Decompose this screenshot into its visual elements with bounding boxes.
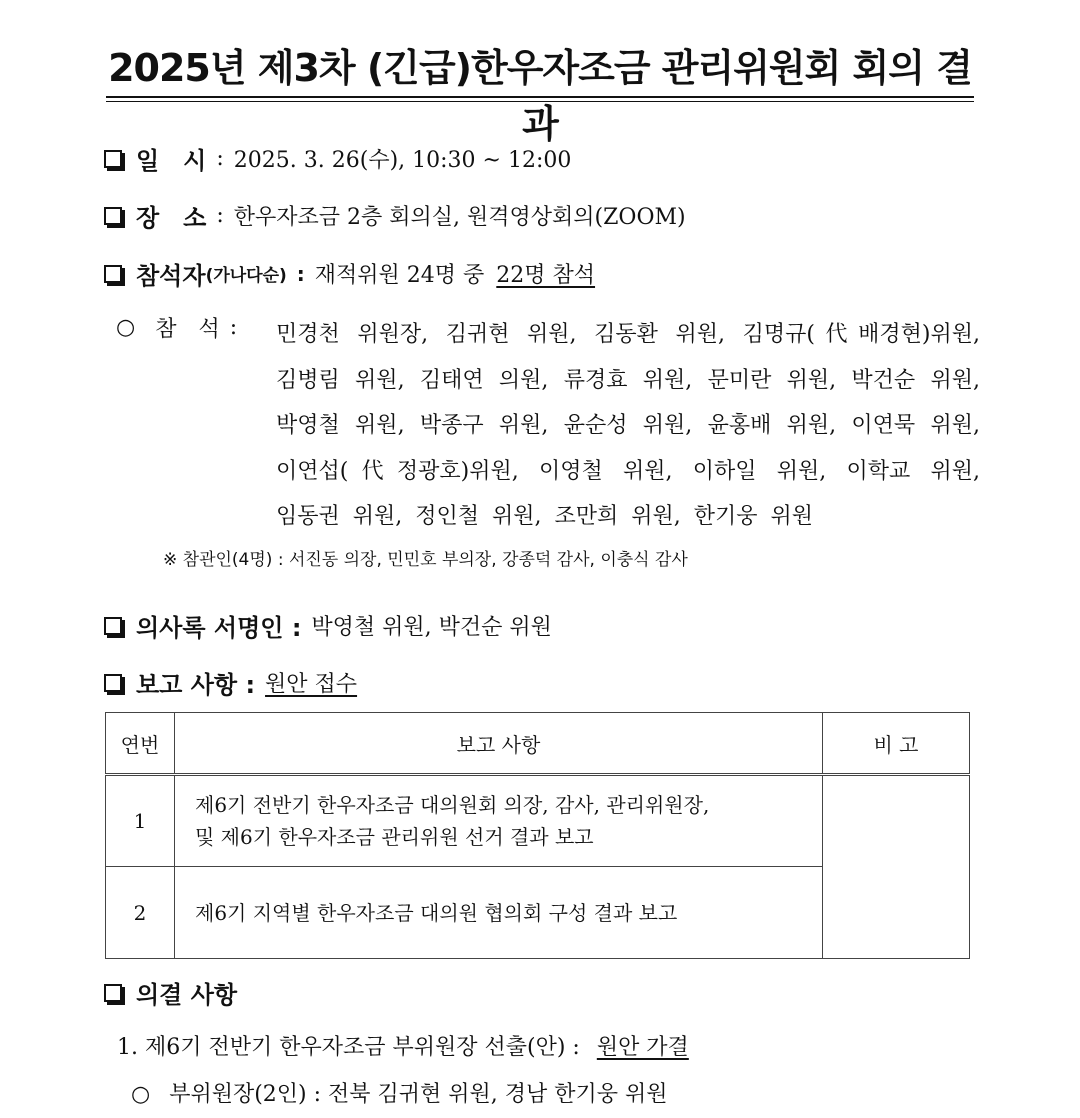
resolution-row [104,975,237,1010]
date-value: 2025. 3. 26(수), 10:30 ~ 12:00 [233,148,572,173]
row-no: 1 [106,775,175,867]
circle-bullet-icon: ○ [116,315,136,340]
attendance-value-prefix: 재적위원 24명 중 [314,263,485,288]
signers-label: 의사록 서명인 : [136,614,302,642]
report-label: 보고 사항 : [136,671,256,699]
resolution-sub-text: 부위원장(2인) : 전북 김귀현 위원, 경남 한기웅 위원 [169,1082,668,1107]
resolution-item-text: 1. 제6기 전반기 한우자조금 부위원장 선출(안) : [117,1035,580,1060]
report-row [104,665,357,700]
attendance-label: 참석자 [136,262,206,290]
row-item [175,867,823,959]
checkbox-square-icon [104,207,122,225]
report-table [105,712,970,959]
place-value: 한우자조금 2층 회의실, 원격영상회의(ZOOM) [233,205,686,230]
attend-bullet-row [116,312,247,343]
attendee-line: 이연섭(代정광호)위원, 이영철 위원, 이하일 위원, 이학교 위원, [276,458,980,484]
column-header-item: 보고 사항 [175,713,823,775]
row-item-line: 및 제6기 한우자조금 관리위원 선거 결과 보고 [195,825,594,849]
row-item-line: 제6기 전반기 한우자조금 대의원회 의장, 감사, 관리위원장, [195,793,710,817]
colon: : [229,315,238,340]
column-header-no: 연번 [106,713,175,775]
row-note [823,775,970,959]
date-label: 일 시 [136,147,207,175]
attend-label: 참 석 [155,317,220,342]
row-item-line: 제6기 지역별 한우자조금 대의원 협의회 구성 결과 보고 [195,900,678,925]
checkbox-square-icon [104,674,122,692]
title-underline [106,96,974,98]
attendance-label-note: (가나다순) [205,266,287,286]
attendance-value-highlight: 22명 참석 [496,263,596,288]
row-no: 2 [106,867,175,959]
checkbox-square-icon [104,617,122,635]
checkbox-square-icon [104,265,122,283]
observers-note: ※ 참관인(4명) : 서진동 의장, 민민호 부의장, 강종덕 감사, 이충식 감사 [163,550,688,570]
resolution-item [117,1030,689,1061]
attendee-line: 김병림 위원, 김태연 의원, 류경효 위원, 문미란 위원, 박건순 위원, [276,367,980,393]
signers-row [104,608,552,643]
column-header-note: 비 고 [823,713,970,775]
checkbox-square-icon [104,984,122,1002]
attendee-line: 박영철 위원, 박종구 위원, 윤순성 위원, 윤홍배 위원, 이연묵 위원, [276,413,980,438]
colon: : [296,261,305,286]
resolution-label: 의결 사항 [136,981,238,1009]
place-label: 장 소 [136,204,207,232]
resolution-item-result: 원안 가결 [596,1035,689,1060]
attendance-row [104,256,595,291]
table-header-row [106,713,970,775]
date-row [104,141,571,176]
circle-bullet-icon: ○ [131,1082,151,1107]
report-result: 원안 접수 [265,672,358,697]
resolution-sub-item [131,1077,668,1108]
checkbox-square-icon [104,150,122,168]
attendee-line: 민경천 위원장, 김귀현 위원, 김동환 위원, 김명규(代배경현)위원, [276,322,980,347]
row-item [175,775,823,867]
title-underline-thin [106,101,974,102]
place-row [104,198,686,233]
attendee-line: 임동권 위원, 정인철 위원, 조만희 위원, 한기웅 위원 [276,504,813,529]
colon: : [216,146,224,171]
page-title: 2025년 제3차 (긴급)한우자조금 관리위원회 회의 결과 [108,46,972,146]
table-row [106,775,970,867]
attendee-list [276,312,980,540]
colon: : [216,203,224,228]
signers-value: 박영철 위원, 박건순 위원 [311,615,552,640]
